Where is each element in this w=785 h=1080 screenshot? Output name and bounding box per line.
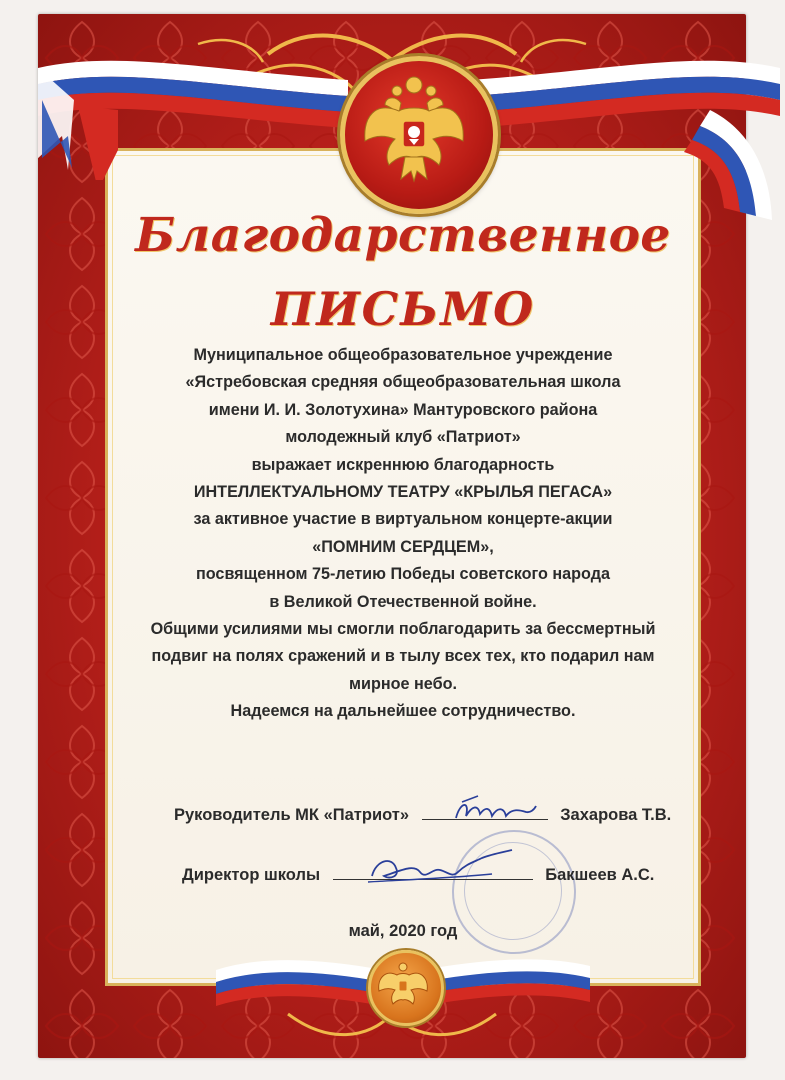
club-head-signature-row xyxy=(174,806,671,825)
body-line: «ПОМНИМ СЕРДЦЕМ», xyxy=(312,537,494,556)
tricolor-ribbon-bottom-left xyxy=(216,950,386,1010)
body-line: имени И. И. Золотухина» Мантуровского района xyxy=(208,400,598,419)
body-line: подвиг на полях сражений и в тылу всех тех, кто подарил нам xyxy=(151,647,655,666)
body-line: Надеемся на дальнейшее сотрудничество. xyxy=(230,702,576,721)
director-name: Бакшеев А.С. xyxy=(545,866,655,884)
letter-date: май, 2020 год xyxy=(348,922,458,940)
body-line: посвященном 75-летию Победы советского народа xyxy=(195,565,611,584)
club-head-signature xyxy=(450,794,540,828)
double-headed-eagle-icon xyxy=(345,61,483,199)
tricolor-ribbon-left xyxy=(38,40,358,180)
club-head-name: Захарова Т.В. xyxy=(560,806,672,824)
title-pismo: ПИСЬМО xyxy=(270,282,536,336)
body-line: за активное участие в виртуальном концерте-акции xyxy=(193,510,613,529)
body-line: Общими усилиями мы смогли поблагодарить за бессмертный xyxy=(150,620,656,639)
body-line: в Великой Отечественной войне. xyxy=(269,592,537,611)
director-signature xyxy=(362,846,522,890)
bottom-eagle-medallion xyxy=(368,950,444,1026)
tricolor-ribbon-right xyxy=(460,40,785,230)
body-line: ИНТЕЛЛЕКТУАЛЬНОМУ ТЕАТРУ «КРЫЛЬЯ ПЕГАСА» xyxy=(193,483,613,502)
coat-of-arms-emblem xyxy=(340,56,498,214)
eagle-icon xyxy=(371,953,435,1017)
club-head-label: Руководитель МК «Патриот» xyxy=(174,806,410,824)
director-label: Директор школы xyxy=(182,866,321,884)
letter-body xyxy=(140,342,666,726)
tricolor-ribbon-bottom-right xyxy=(420,944,592,1010)
body-line: молодежный клуб «Патриот» xyxy=(285,428,521,447)
body-line: выражает искреннюю благодарность xyxy=(251,455,555,474)
body-line: Муниципальное общеобразовательное учреждение xyxy=(193,346,613,364)
body-line: «Ястребовская средняя общеобразовательная школа xyxy=(185,373,621,392)
body-line: мирное небо. xyxy=(349,674,457,693)
title-blagodarstvennoe: Благодарственное xyxy=(135,208,671,263)
